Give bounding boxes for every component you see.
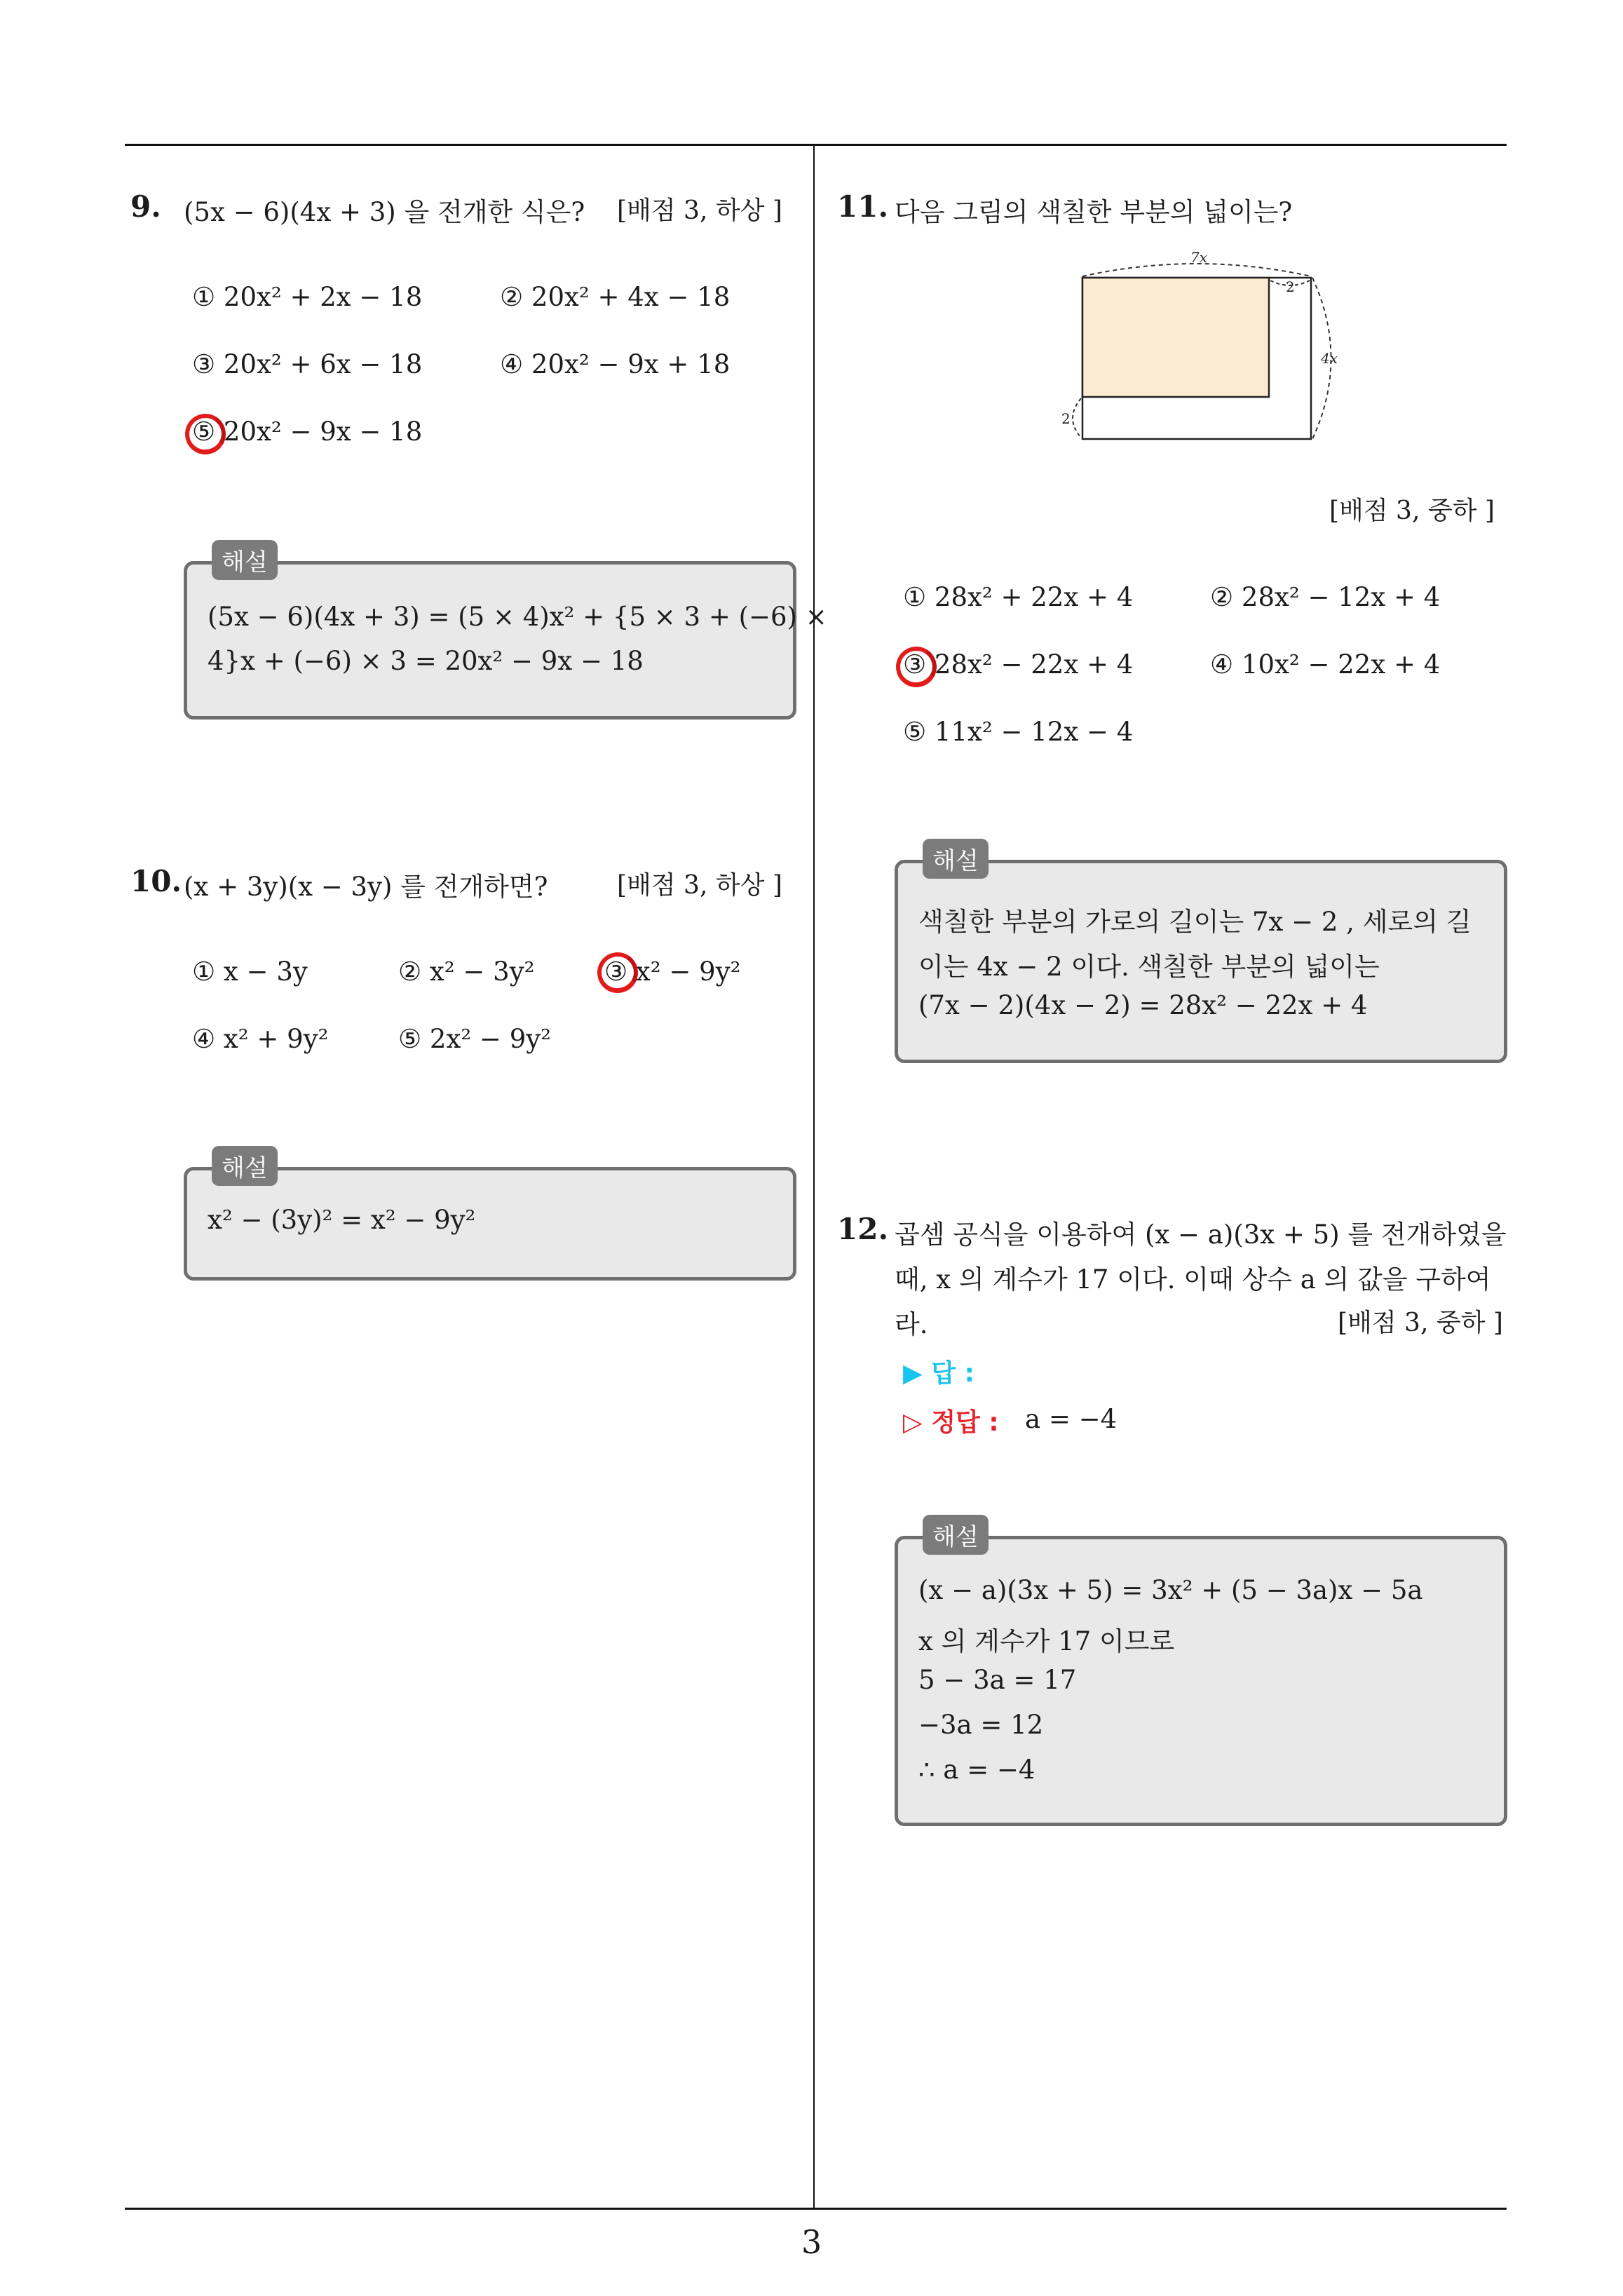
q11-text: 다음 그림의 색칠한 부분의 넓이는? <box>895 197 1293 227</box>
bottom-rule <box>125 2208 1507 2210</box>
q12-correct-value: a = −4 <box>1025 1404 1118 1434</box>
q9-explain-line-1: (5x − 6)(4x + 3) = (5 × 4)x² + {5 × 3 + (−6) × <box>208 602 827 632</box>
q11-explain-line-3: (7x − 2)(4x − 2) = 28x² − 22x + 4 <box>918 990 1368 1020</box>
q9-explain-tag: 해설 <box>212 540 278 580</box>
q12-number: 12. <box>837 1212 889 1246</box>
q12-answer-label: ▶ 답 : <box>903 1359 975 1388</box>
q11-label-left-small: 2 <box>1061 410 1071 427</box>
q12-score: [배점 3, 중하 ] <box>1338 1309 1503 1337</box>
q11-label-right-side: 4x <box>1321 350 1338 367</box>
q11-explain-line-1: 색칠한 부분의 가로의 길이는 7x − 2 , 세로의 길 <box>918 907 1472 937</box>
q9-option-4[interactable]: ④ 20x² − 9x + 18 <box>500 349 731 379</box>
q10-option-4[interactable]: ④ x² + 9y² <box>192 1024 329 1054</box>
q11-label-top: 7x <box>1190 249 1208 266</box>
q11-option-4[interactable]: ④ 10x² − 22x + 4 <box>1210 649 1441 680</box>
q12-text-line-1: 곱셈 공식을 이용하여 (x − a)(3x + 5) 를 전개하였을 <box>895 1220 1507 1250</box>
column-divider <box>813 144 815 2208</box>
q11-option-1[interactable]: ① 28x² + 22x + 4 <box>903 582 1134 612</box>
q12-text-line-3: 라. <box>895 1309 928 1339</box>
q11-label-right-small: 2 <box>1286 278 1295 295</box>
q12-correct-label: ▷ 정답 : <box>903 1408 999 1437</box>
q11-explain-tag: 해설 <box>923 839 989 879</box>
q11-score: [배점 3, 중하 ] <box>1329 497 1495 525</box>
q12-explain-line-3: 5 − 3a = 17 <box>918 1665 1077 1695</box>
q10-explain-line-1: x² − (3y)² = x² − 9y² <box>208 1205 476 1235</box>
q10-score: [배점 3, 하상 ] <box>617 871 782 900</box>
q11-shaded-rect <box>1082 278 1269 397</box>
q10-option-3[interactable]: ③ x² − 9y² <box>604 957 741 987</box>
q9-explain-box <box>184 561 796 720</box>
q10-text: (x + 3y)(x − 3y) 를 전개하면? <box>184 872 548 902</box>
q12-explain-line-1: (x − a)(3x + 5) = 3x² + (5 − 3a)x − 5a <box>918 1575 1423 1605</box>
q10-explain-tag: 해설 <box>212 1146 278 1186</box>
q9-number: 9. <box>130 189 161 224</box>
q10-option-1[interactable]: ① x − 3y <box>192 957 308 987</box>
q11-explain-line-2: 이는 4x − 2 이다. 색칠한 부분의 넓이는 <box>918 952 1380 982</box>
q12-text-line-2: 때, x 의 계수가 17 이다. 이때 상수 a 의 값을 구하여 <box>895 1264 1491 1295</box>
q9-option-3[interactable]: ③ 20x² + 6x − 18 <box>192 349 423 379</box>
q12-explain-tag: 해설 <box>923 1515 989 1555</box>
q11-figure <box>1052 245 1388 456</box>
q9-explain-line-2: 4}x + (−6) × 3 = 20x² − 9x − 18 <box>208 646 644 676</box>
q9-option-5[interactable]: ⑤ 20x² − 9x − 18 <box>192 417 423 447</box>
q10-number: 10. <box>130 864 182 898</box>
q12-explain-line-2: x 의 계수가 17 이므로 <box>918 1626 1175 1656</box>
q11-number: 11. <box>837 189 889 224</box>
q12-explain-line-4: −3a = 12 <box>918 1710 1044 1740</box>
page-number: 3 <box>801 2223 822 2261</box>
q10-option-2[interactable]: ② x² − 3y² <box>398 957 535 987</box>
q11-option-5[interactable]: ⑤ 11x² − 12x − 4 <box>903 717 1134 747</box>
q9-option-2[interactable]: ② 20x² + 4x − 18 <box>500 282 731 312</box>
q9-score: [배점 3, 하상 ] <box>617 196 782 225</box>
q12-explain-line-5: ∴ a = −4 <box>918 1755 1035 1785</box>
q11-option-3[interactable]: ③ 28x² − 22x + 4 <box>903 649 1134 680</box>
q9-option-1[interactable]: ① 20x² + 2x − 18 <box>192 282 423 312</box>
top-rule <box>125 144 1507 146</box>
q11-option-2[interactable]: ② 28x² − 12x + 4 <box>1210 582 1441 612</box>
q11-small-left-brace <box>1073 398 1081 438</box>
q10-answer-mark-icon <box>594 949 642 997</box>
q9-text: (5x − 6)(4x + 3) 을 전개한 식은? <box>184 197 585 227</box>
q10-option-5[interactable]: ⑤ 2x² − 9y² <box>398 1024 551 1054</box>
